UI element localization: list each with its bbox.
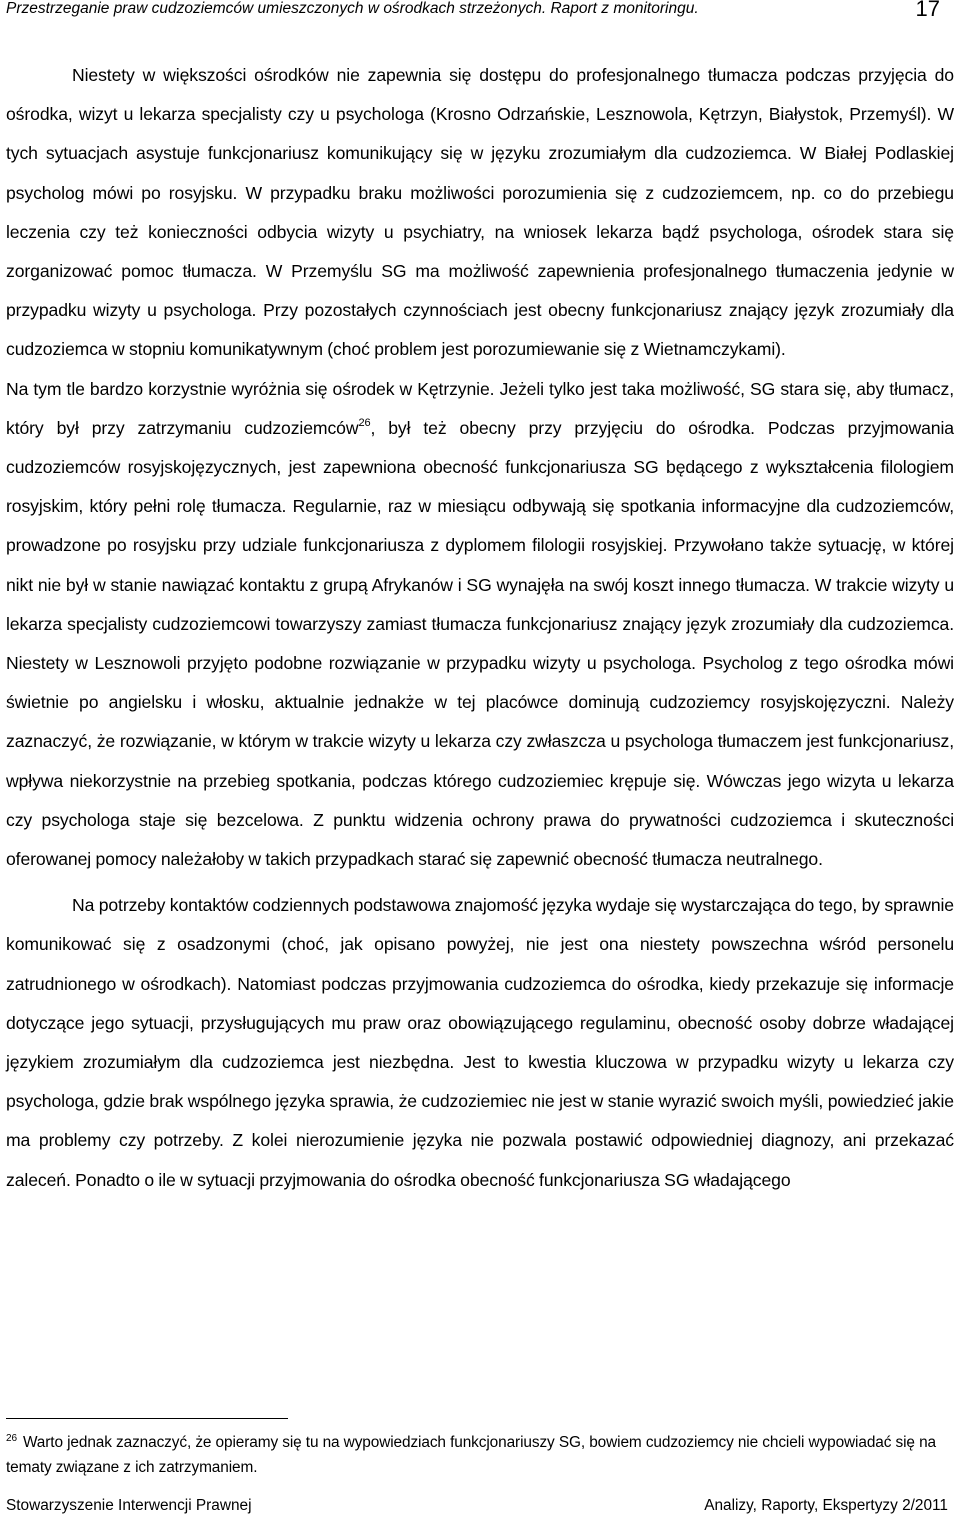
page-number: 17 [915,0,940,21]
footnote-reference: 26 [358,416,371,429]
footnote-26 [6,1430,956,1480]
main-text [6,56,954,1200]
footer-series: Analizy, Raporty, Ekspertyzy 2/2011 [704,1497,948,1514]
footnote-separator [6,1418,288,1419]
page-header [6,0,954,22]
page-footer [6,1497,948,1521]
paragraph-translator-access: Niestety w większości ośrodków nie zapewnia się dostępu do profesjonalnego tłumacza podczas przyjęcia do ośrodka, wizyt u lekarza specjalisty czy u psychologa (Krosno Odrzańskie, Lesznowola, Kętrzyn, Białystok, Przemyśl). W tych sytuacjach asystuje funkcjonariusz komunikujący się w języku zrozumiałym dla cudzoziemca. W Białej Podlaskiej psycholog mówi po rosyjsku. W przypadku braku możliwości porozumienia się z cudzoziemcem, np. co do przebiegu leczenia czy też konieczności odbycia wizyty u psychiatry, na wniosek lekarza bądź psychologa, ośrodek stara się zorganizować pomoc tłumacza. W Przemyślu SG ma możliwość zapewnienia profesjonalnego tłumaczenia jedynie w przypadku wizyty u psychologa. Przy pozostałych czynnościach jest obecny funkcjonariusz znający język zrozumiały dla cudzoziemca w stopniu komunikatywnym (choć problem jest porozumiewanie się z Wietnamczykami). [6,65,954,360]
footnote-number: 26 [6,1433,17,1444]
running-title: Przestrzeganie praw cudzoziemców umieszczonych w ośrodkach strzeżonych. Raport z monitoringu. [6,0,699,17]
paragraph-ketrzyn-start: Na tym tle bardzo korzystnie wyróżnia się ośrodek w Kętrzynie. Jeżeli tylko jest taka możliwość, SG stara się, aby tłumacz, który był przy zatrzymaniu cudzoziemców [6,378,954,438]
footer-publisher: Stowarzyszenie Interwencji Prawnej [6,1497,252,1514]
paragraph-ketrzyn-rest: , był też obecny przy przyjęciu do ośrodka. Podczas przyjmowania cudzoziemców rosyjskojęzycznych, jest zapewniona obecność funkcjonariusza SG będącego z wykształcenia filologiem rosyjskim, który pełni rolę tłumacza. Regularnie, raz w miesiącu odbywają się spotkania informacyjne dla cudzoziemców, prowadzone po rosyjsku przy udziale funkcjonariusza z dyplomem filologii rosyjskiej. Przywołano także sytuację, w której nikt nie był w stanie nawiązać kontaktu z grupą Afrykanów i SG wynajęła na swój koszt innego tłumacza. W trakcie wizyty u lekarza specjalisty cudzoziemcowi towarzyszy zamiast tłumacza funkcjonariusz znający język zrozumiały dla cudzoziemca. Niestety w Lesznowoli przyjęto podobne rozwiązanie w przypadku wizyty u psychologa. Psycholog z tego ośrodka mówi świetnie po angielsku i włosku, aktualnie jednakże w tej placówce dominują cudzoziemcy rosyjskojęzyczni. Należy zaznaczyć, że rozwiązanie, w którym w trakcie wizyty u lekarza czy zwłaszcza u psychologa tłumaczem jest funkcjonariusz, wpływa niekorzystnie na przebieg spotkania, podczas którego cudzoziemiec krępuje się. Wówczas jego wizyta u lekarza czy psychologa staje się bezcelowa. Z punktu widzenia ochrony prawa do prywatności cudzoziemca i skuteczności oferowanej pomocy należałoby w takich przypadkach starać się zapewnić obecność tłumacza neutralnego. [6,417,954,870]
paragraph-daily-contacts: Na potrzeby kontaktów codziennych podstawowa znajomość języka wydaje się wystarczająca do tego, by sprawnie komunikować się z osadzonymi (choć, jak opisano powyżej, nie jest ona niestety powszechna wśród personelu zatrudnionego w ośrodkach). Natomiast podczas przyjmowania cudzoziemca do ośrodka, kiedy przekazuje się informacje dotyczące jego sytuacji, przysługujących mu praw oraz obowiązującego regulaminu, obecność osoby dobrze władającej językiem zrozumiałym dla cudzoziemca jest niezbędna. Jest to kwestia kluczowa w przypadku wizyty u lekarza czy psychologa, gdzie brak wspólnego języka sprawia, że cudzoziemiec nie jest w stanie wyrazić swoich myśli, powiedzieć jakie ma problemy czy potrzeby. Z kolei nierozumienie języka nie pozwala postawić odpowiedniej diagnozy, ani przekazać zaleceń. Ponadto o ile w sytuacji przyjmowania do ośrodka obecność funkcjonariusza SG władającego [6,895,954,1190]
footnote [6,1430,956,1480]
footnote-text: Warto jednak zaznaczyć, że opieramy się tu na wypowiedziach funkcjonariuszy SG, bowiem cudzoziemcy nie chcieli wypowiadać się na tematy związane z ich zatrzymaniem. [6,1434,936,1476]
paragraph-ketrzyn [6,370,954,880]
